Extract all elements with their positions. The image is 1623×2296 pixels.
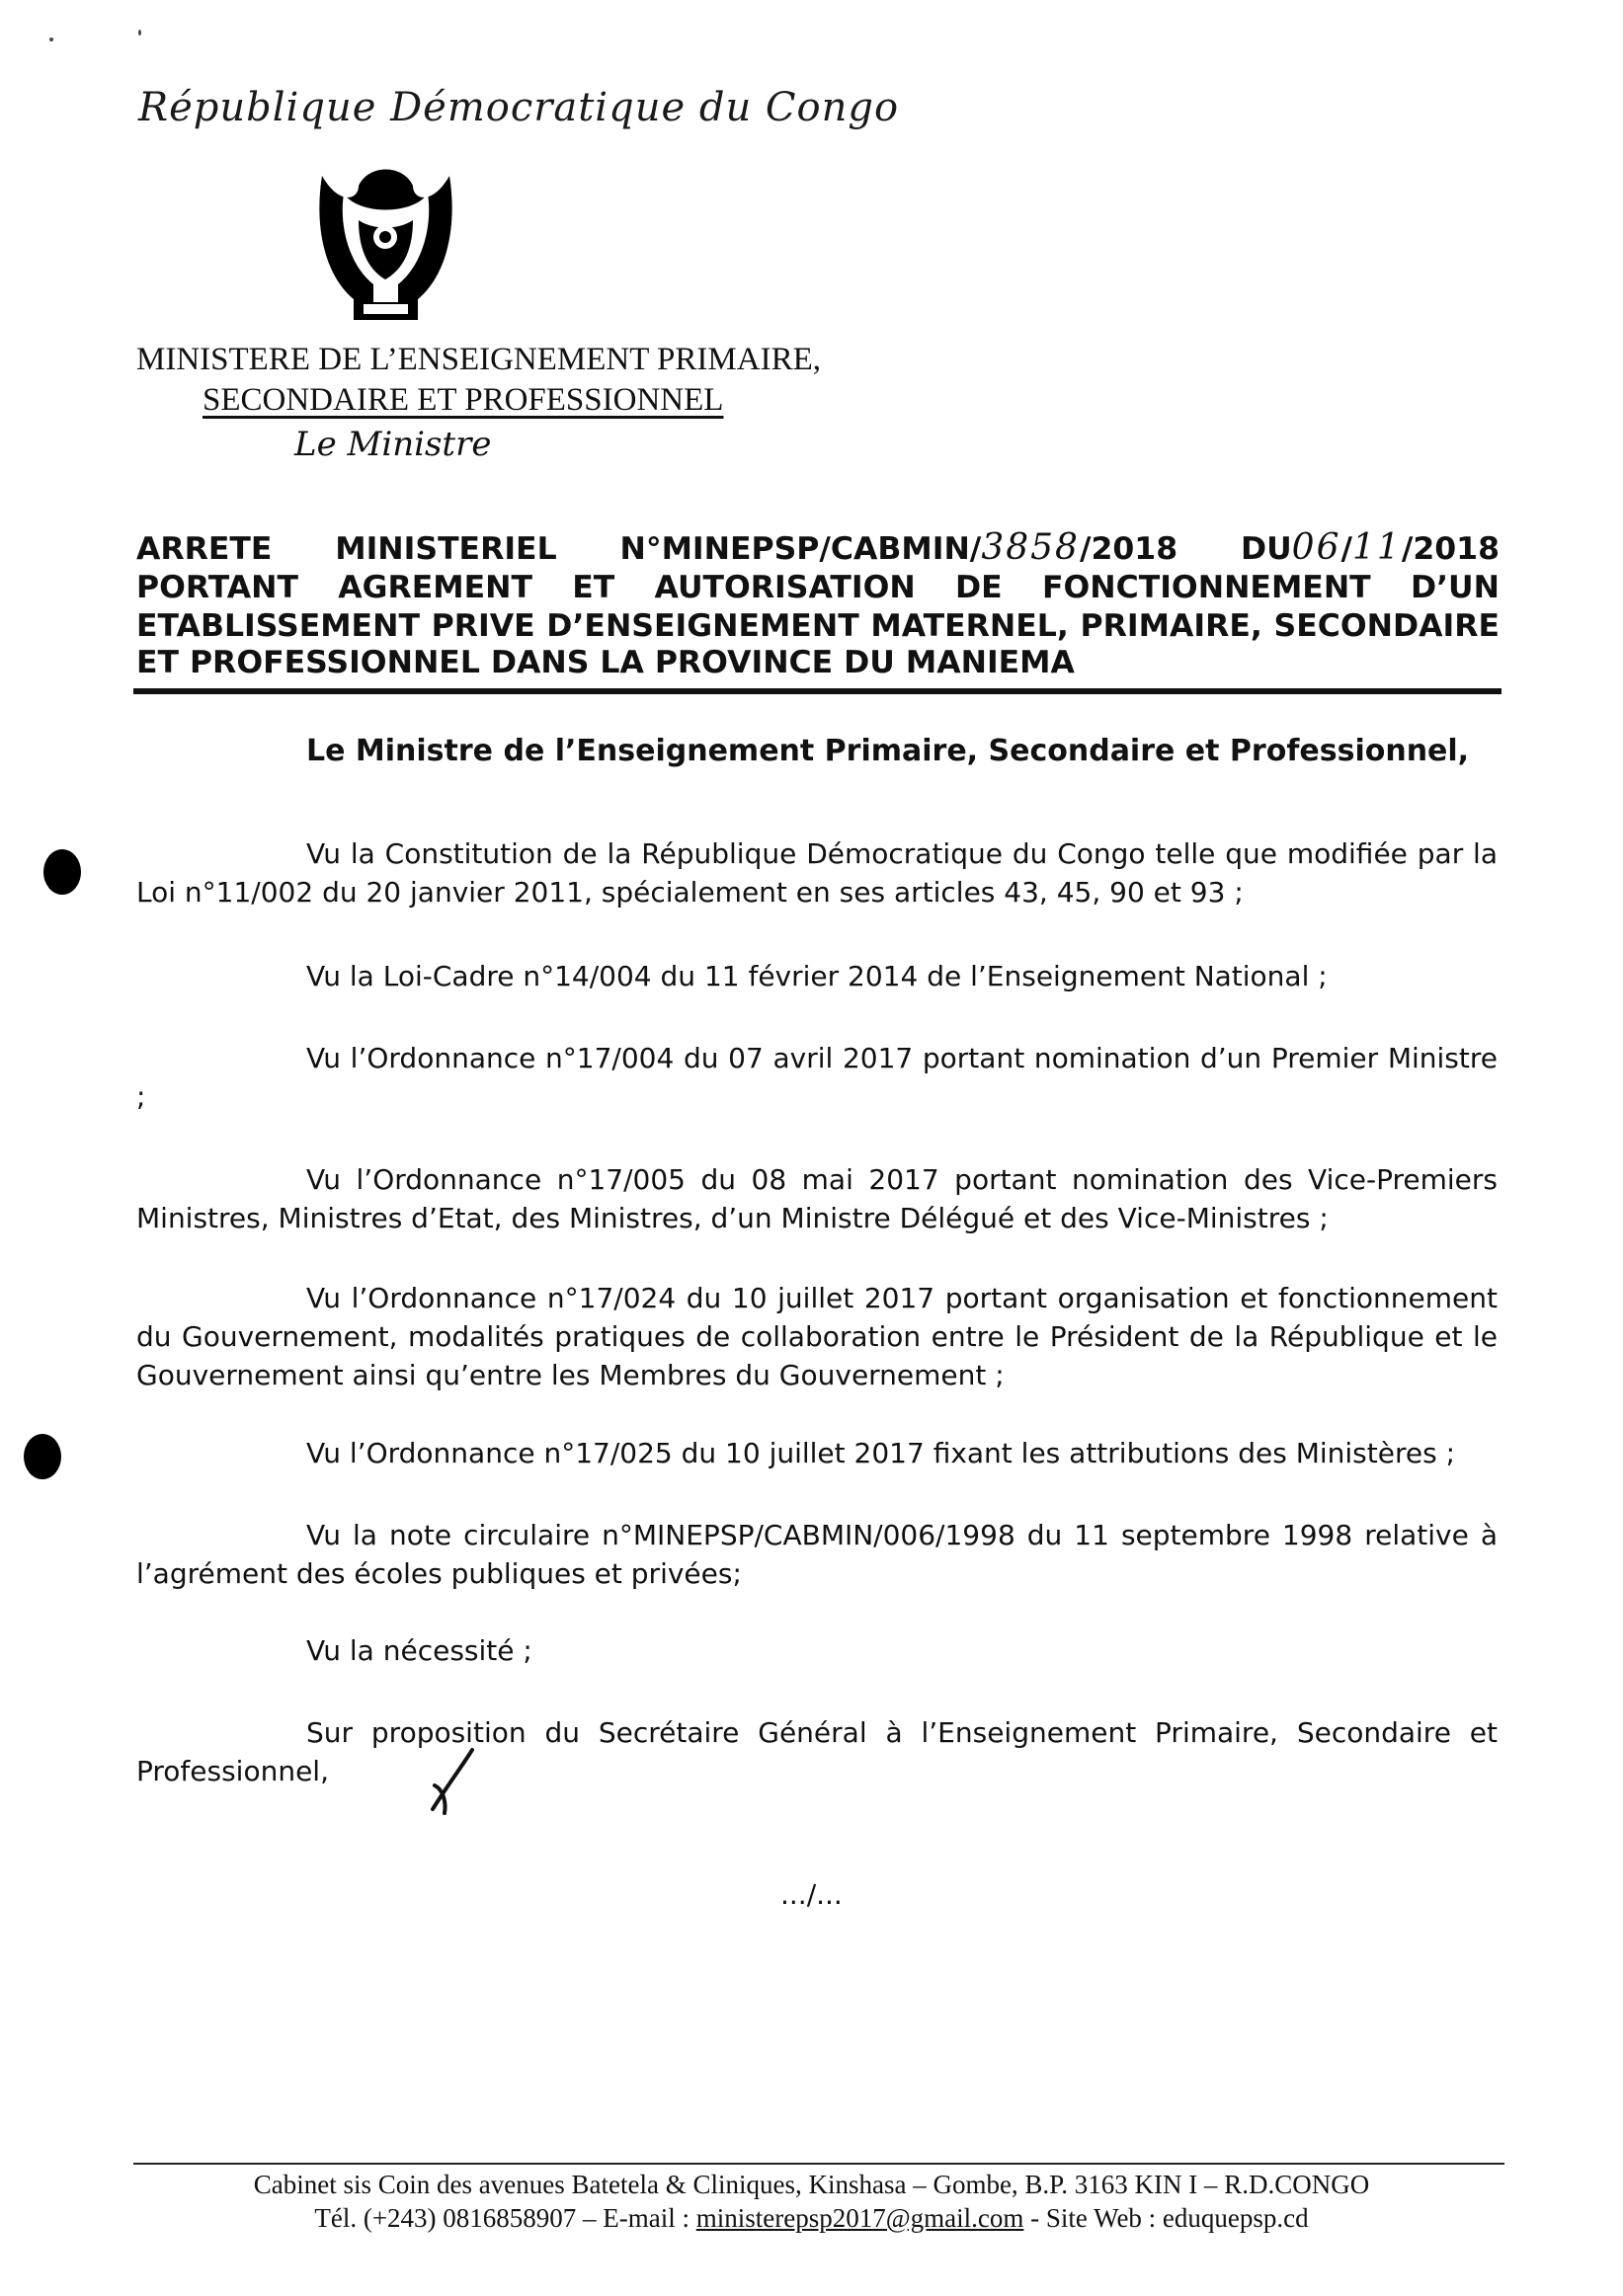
ministry-title-line2: SECONDAIRE ET PROFESSIONNEL (203, 382, 724, 418)
scan-speck (138, 30, 141, 36)
visa-necessite: Vu la nécessité ; (306, 1634, 532, 1667)
visa-ordonnance-premier-ministre: Vu l’Ordonnance n°17/004 du 07 avril 2017 portant nomination d’un Premier Ministre ; (136, 1042, 1498, 1113)
arrete-handwritten-day: 06 (1291, 527, 1341, 568)
footer-email-link[interactable]: ministerepsp2017@gmail.com (695, 2203, 1024, 2233)
coat-of-arms-emblem (314, 156, 457, 326)
arrete-title-line2: ETABLISSEMENT PRIVE D’ENSEIGNEMENT MATERNEL, PRIMAIRE, SECONDAIRE (136, 608, 1500, 644)
visa-constitution: Vu la Constitution de la République Démocratique du Congo telle que modifiée par la Loi n°11/002 du 20 janvier 2011, spécialement en ses articles 43, 45, 90 et 93 ; (136, 837, 1498, 909)
arrete-title-line1: PORTANT AGREMENT ET AUTORISATION DE FONCTIONNEMENT D’UN (136, 570, 1500, 605)
continued-marker: .../... (780, 1878, 843, 1911)
minister-preamble: Le Ministre de l’Enseignement Primaire, Secondaire et Professionnel, (306, 734, 1470, 768)
visa-ordonnance-gouvernement: Vu l’Ordonnance n°17/024 du 10 juillet 2017 portant organisation et fonctionnement du Gouvernement, modalités pratiques de collaboration entre le Président de la République et le Gouvernement ainsi qu’entre les Membres du Gouvernement ; (136, 1282, 1498, 1391)
arrete-reference-line: ARRETE MINISTERIEL N°MINEPSP/CABMIN/3858/2018 DU06/11/2018 (136, 527, 1500, 568)
visa-note-circulaire: Vu la note circulaire n°MINEPSP/CABMIN/006/1998 du 11 septembre 1998 relative à l’agrément des écoles publiques et privées; (136, 1519, 1498, 1590)
handwritten-initial-mark (423, 1746, 478, 1817)
arrete-handwritten-number: 3858 (981, 527, 1080, 568)
visa-proposition: Sur proposition du Secrétaire Général à l’Enseignement Primaire, Secondaire et Professionnel, (136, 1716, 1498, 1787)
footer-divider (133, 2163, 1504, 2165)
punch-hole-mark (43, 849, 81, 895)
arrete-title-line3: ET PROFESSIONNEL DANS LA PROVINCE DU MANIEMA (136, 645, 1075, 680)
visa-loi-cadre: Vu la Loi-Cadre n°14/004 du 11 février 2014 de l’Enseignement National ; (306, 960, 1328, 992)
visa-ordonnance-attributions: Vu l’Ordonnance n°17/025 du 10 juillet 2017 fixant les attributions des Ministères ; (306, 1437, 1456, 1469)
visa-ordonnance-vice-premiers: Vu l’Ordonnance n°17/005 du 08 mai 2017 portant nomination des Vice-Premiers Ministres, Ministres d’Etat, des Ministres, d’un Ministre Délégué et des Vice-Ministres ; (136, 1163, 1498, 1234)
footer-contact: Tél. (+243) 0816858907 – E-mail : ministerepsp2017@gmail.com - Site Web : eduquepsp.cd (314, 2203, 1309, 2233)
title-divider (133, 688, 1501, 694)
le-ministre-signature-title: Le Ministre (294, 425, 492, 464)
ministry-title-line1: MINISTERE DE L’ENSEIGNEMENT PRIMAIRE, (136, 342, 821, 377)
scan-speck (49, 38, 53, 41)
footer-address: Cabinet sis Coin des avenues Batetela & Cliniques, Kinshasa – Gombe, B.P. 3163 KIN I – R.D.CONGO (253, 2170, 1370, 2199)
arrete-title-block (136, 528, 1500, 646)
arrete-handwritten-month: 11 (1352, 527, 1402, 568)
republic-heading: République Démocratique du Congo (138, 85, 900, 130)
punch-hole-mark (24, 1434, 61, 1479)
